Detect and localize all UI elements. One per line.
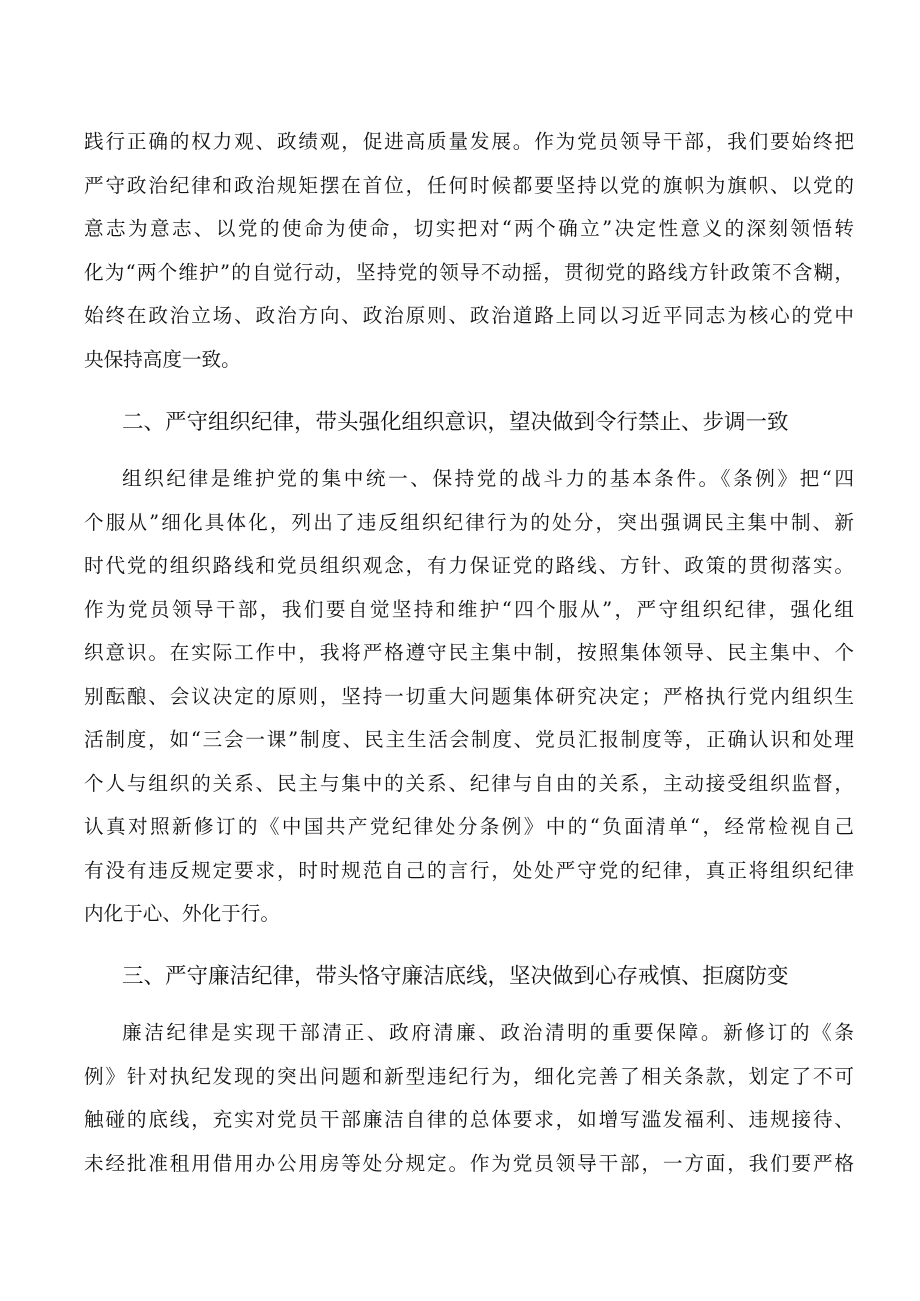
paragraph-line: 有没有违反规定要求，时时规范自己的言行，处处严守党的纪律，真正将组织纪律 (84, 859, 854, 882)
paragraph-line: 践行正确的权力观、政绩观，促进高质量发展。作为党员领导干部，我们要始终把 (84, 130, 854, 153)
paragraph-line: 始终在政治立场、政治方向、政治原则、政治道路上同以习近平同志为核心的党中 (84, 304, 854, 327)
paragraph-line: 个人与组织的关系、民主与集中的关系、纪律与自由的关系，主动接受组织监督， (84, 772, 854, 795)
paragraph-line: 作为党员领导干部，我们要自觉坚持和维护“四个服从”，严守组织纪律，强化组 (84, 598, 854, 621)
paragraph-line: 个服从”细化具体化，列出了违反组织纪律行为的处分，突出强调民主集中制、新 (84, 511, 854, 534)
paragraph-line: 未经批准租用借用办公用房等处分规定。作为党员领导干部，一方面，我们要严格 (84, 1152, 854, 1175)
section-heading: 三、严守廉洁纪律，带头恪守廉洁底线，坚决做到心存戒慎、拒腐防变 (122, 964, 789, 989)
paragraph-line: 意志为意志、以党的使命为使命，切实把对“两个确立”决定性意义的深刻领悟转 (84, 217, 854, 240)
paragraph-line: 例》针对执纪发现的突出问题和新型违纪行为，细化完善了相关条款，划定了不可 (84, 1065, 854, 1088)
paragraph-line: 组织纪律是维护党的集中统一、保持党的战斗力的基本条件。《条例》把“四 (122, 467, 854, 490)
paragraph-line: 触碰的底线，充实对党员干部廉洁自律的总体要求，如增写滥发福利、违规接待、 (84, 1108, 854, 1131)
paragraph-line: 内化于心、外化于行。 (84, 902, 280, 925)
paragraph-line: 别酝酿、会议决定的原则，坚持一切重大问题集体研究决定；严格执行党内组织生 (84, 685, 854, 708)
paragraph-line: 化为“两个维护”的自觉行动，坚持党的领导不动摇，贯彻党的路线方针政策不含糊， (84, 261, 854, 284)
paragraph-line: 认真对照新修订的《中国共产党纪律处分条例》中的“负面清单“，经常检视自己 (84, 815, 854, 838)
paragraph-line: 活制度，如“三会一课”制度、民主生活会制度、党员汇报制度等，正确认识和处理 (84, 728, 854, 751)
paragraph-line: 织意识。在实际工作中，我将严格遵守民主集中制，按照集体领导、民主集中、个 (84, 641, 854, 664)
paragraph-line: 严守政治纪律和政治规矩摆在首位，任何时候都要坚持以党的旗帜为旗帜、以党的 (84, 174, 854, 197)
paragraph-line: 央保持高度一致。 (84, 348, 241, 371)
paragraph-line: 廉洁纪律是实现干部清正、政府清廉、政治清明的重要保障。新修订的《条 (122, 1021, 854, 1044)
paragraph-line: 时代党的组织路线和党员组织观念，有力保证党的路线、方针、政策的贯彻落实。 (84, 554, 854, 577)
section-heading: 二、严守组织纪律，带头强化组织意识，望决做到令行禁止、步调一致 (122, 410, 789, 435)
